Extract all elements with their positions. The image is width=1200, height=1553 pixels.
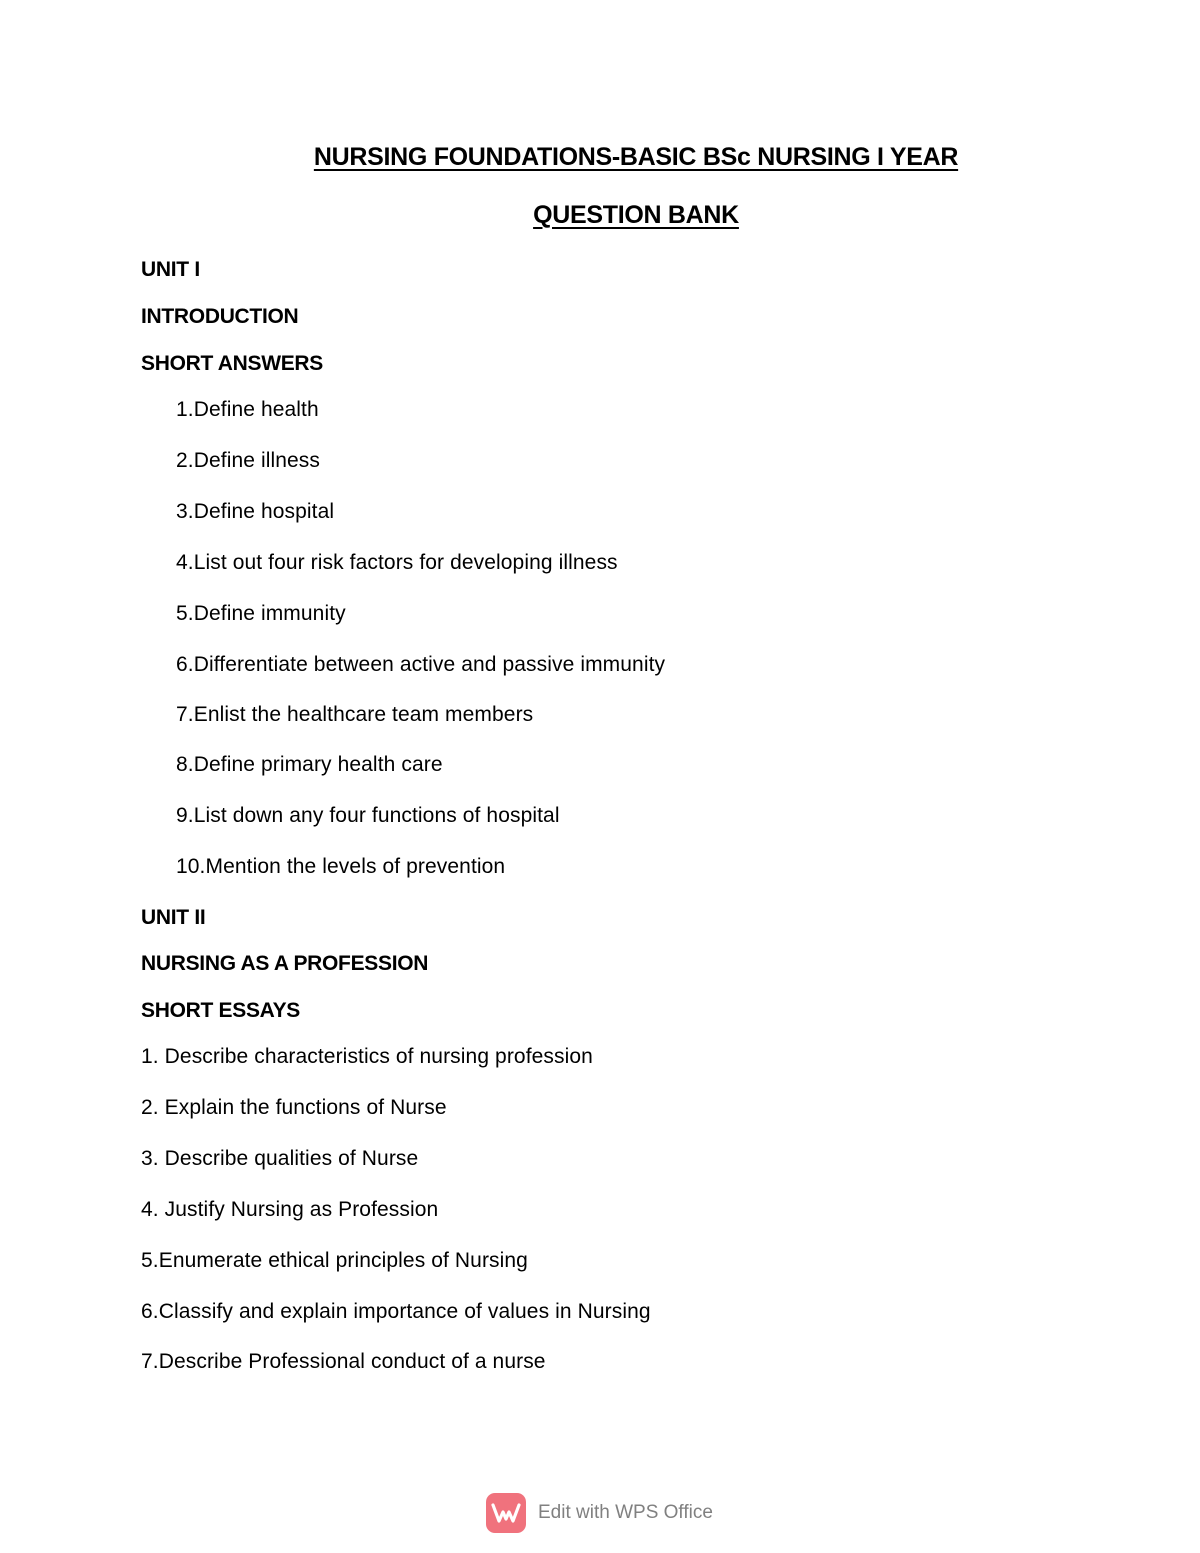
unit-2-topic: NURSING AS A PROFESSION bbox=[141, 952, 429, 975]
unit-1-topic: INTRODUCTION bbox=[141, 305, 299, 328]
unit-1-section-heading: SHORT ANSWERS bbox=[141, 352, 323, 375]
unit-2-question: 2. Explain the functions of Nurse bbox=[141, 1096, 447, 1119]
unit-1-label: UNIT I bbox=[141, 258, 200, 281]
unit-1-question: 3.Define hospital bbox=[176, 500, 335, 523]
wps-watermark-text: Edit with WPS Office bbox=[538, 1502, 713, 1523]
unit-2-question: 3. Describe qualities of Nurse bbox=[141, 1147, 419, 1170]
unit-2-question: 6.Classify and explain importance of values in Nursing bbox=[141, 1300, 651, 1323]
document-title: NURSING FOUNDATIONS-BASIC BSc NURSING I YEAR bbox=[313, 143, 959, 171]
unit-2-question: 7.Describe Professional conduct of a nurse bbox=[141, 1350, 546, 1373]
unit-2-label: UNIT II bbox=[141, 906, 206, 929]
unit-2-question: 5.Enumerate ethical principles of Nursing bbox=[141, 1249, 528, 1272]
unit-1-question: 2.Define illness bbox=[176, 449, 321, 472]
unit-1-question: 5.Define immunity bbox=[176, 602, 346, 625]
unit-1-question: 10.Mention the levels of prevention bbox=[176, 855, 506, 878]
unit-1-question: 1.Define health bbox=[176, 398, 319, 421]
unit-1-question: 7.Enlist the healthcare team members bbox=[176, 703, 534, 726]
unit-2-question: 1. Describe characteristics of nursing profession bbox=[141, 1045, 593, 1068]
unit-1-question: 4.List out four risk factors for developing illness bbox=[176, 551, 618, 574]
document-subtitle: QUESTION BANK bbox=[533, 201, 739, 229]
unit-1-question: 9.List down any four functions of hospital bbox=[176, 804, 560, 827]
unit-2-question: 4. Justify Nursing as Profession bbox=[141, 1198, 439, 1221]
wps-watermark[interactable] bbox=[486, 1493, 713, 1533]
unit-1-question: 6.Differentiate between active and passive immunity bbox=[176, 653, 666, 676]
unit-2-section-heading: SHORT ESSAYS bbox=[141, 999, 301, 1022]
wps-office-logo-icon bbox=[486, 1493, 526, 1533]
unit-1-question: 8.Define primary health care bbox=[176, 753, 443, 776]
